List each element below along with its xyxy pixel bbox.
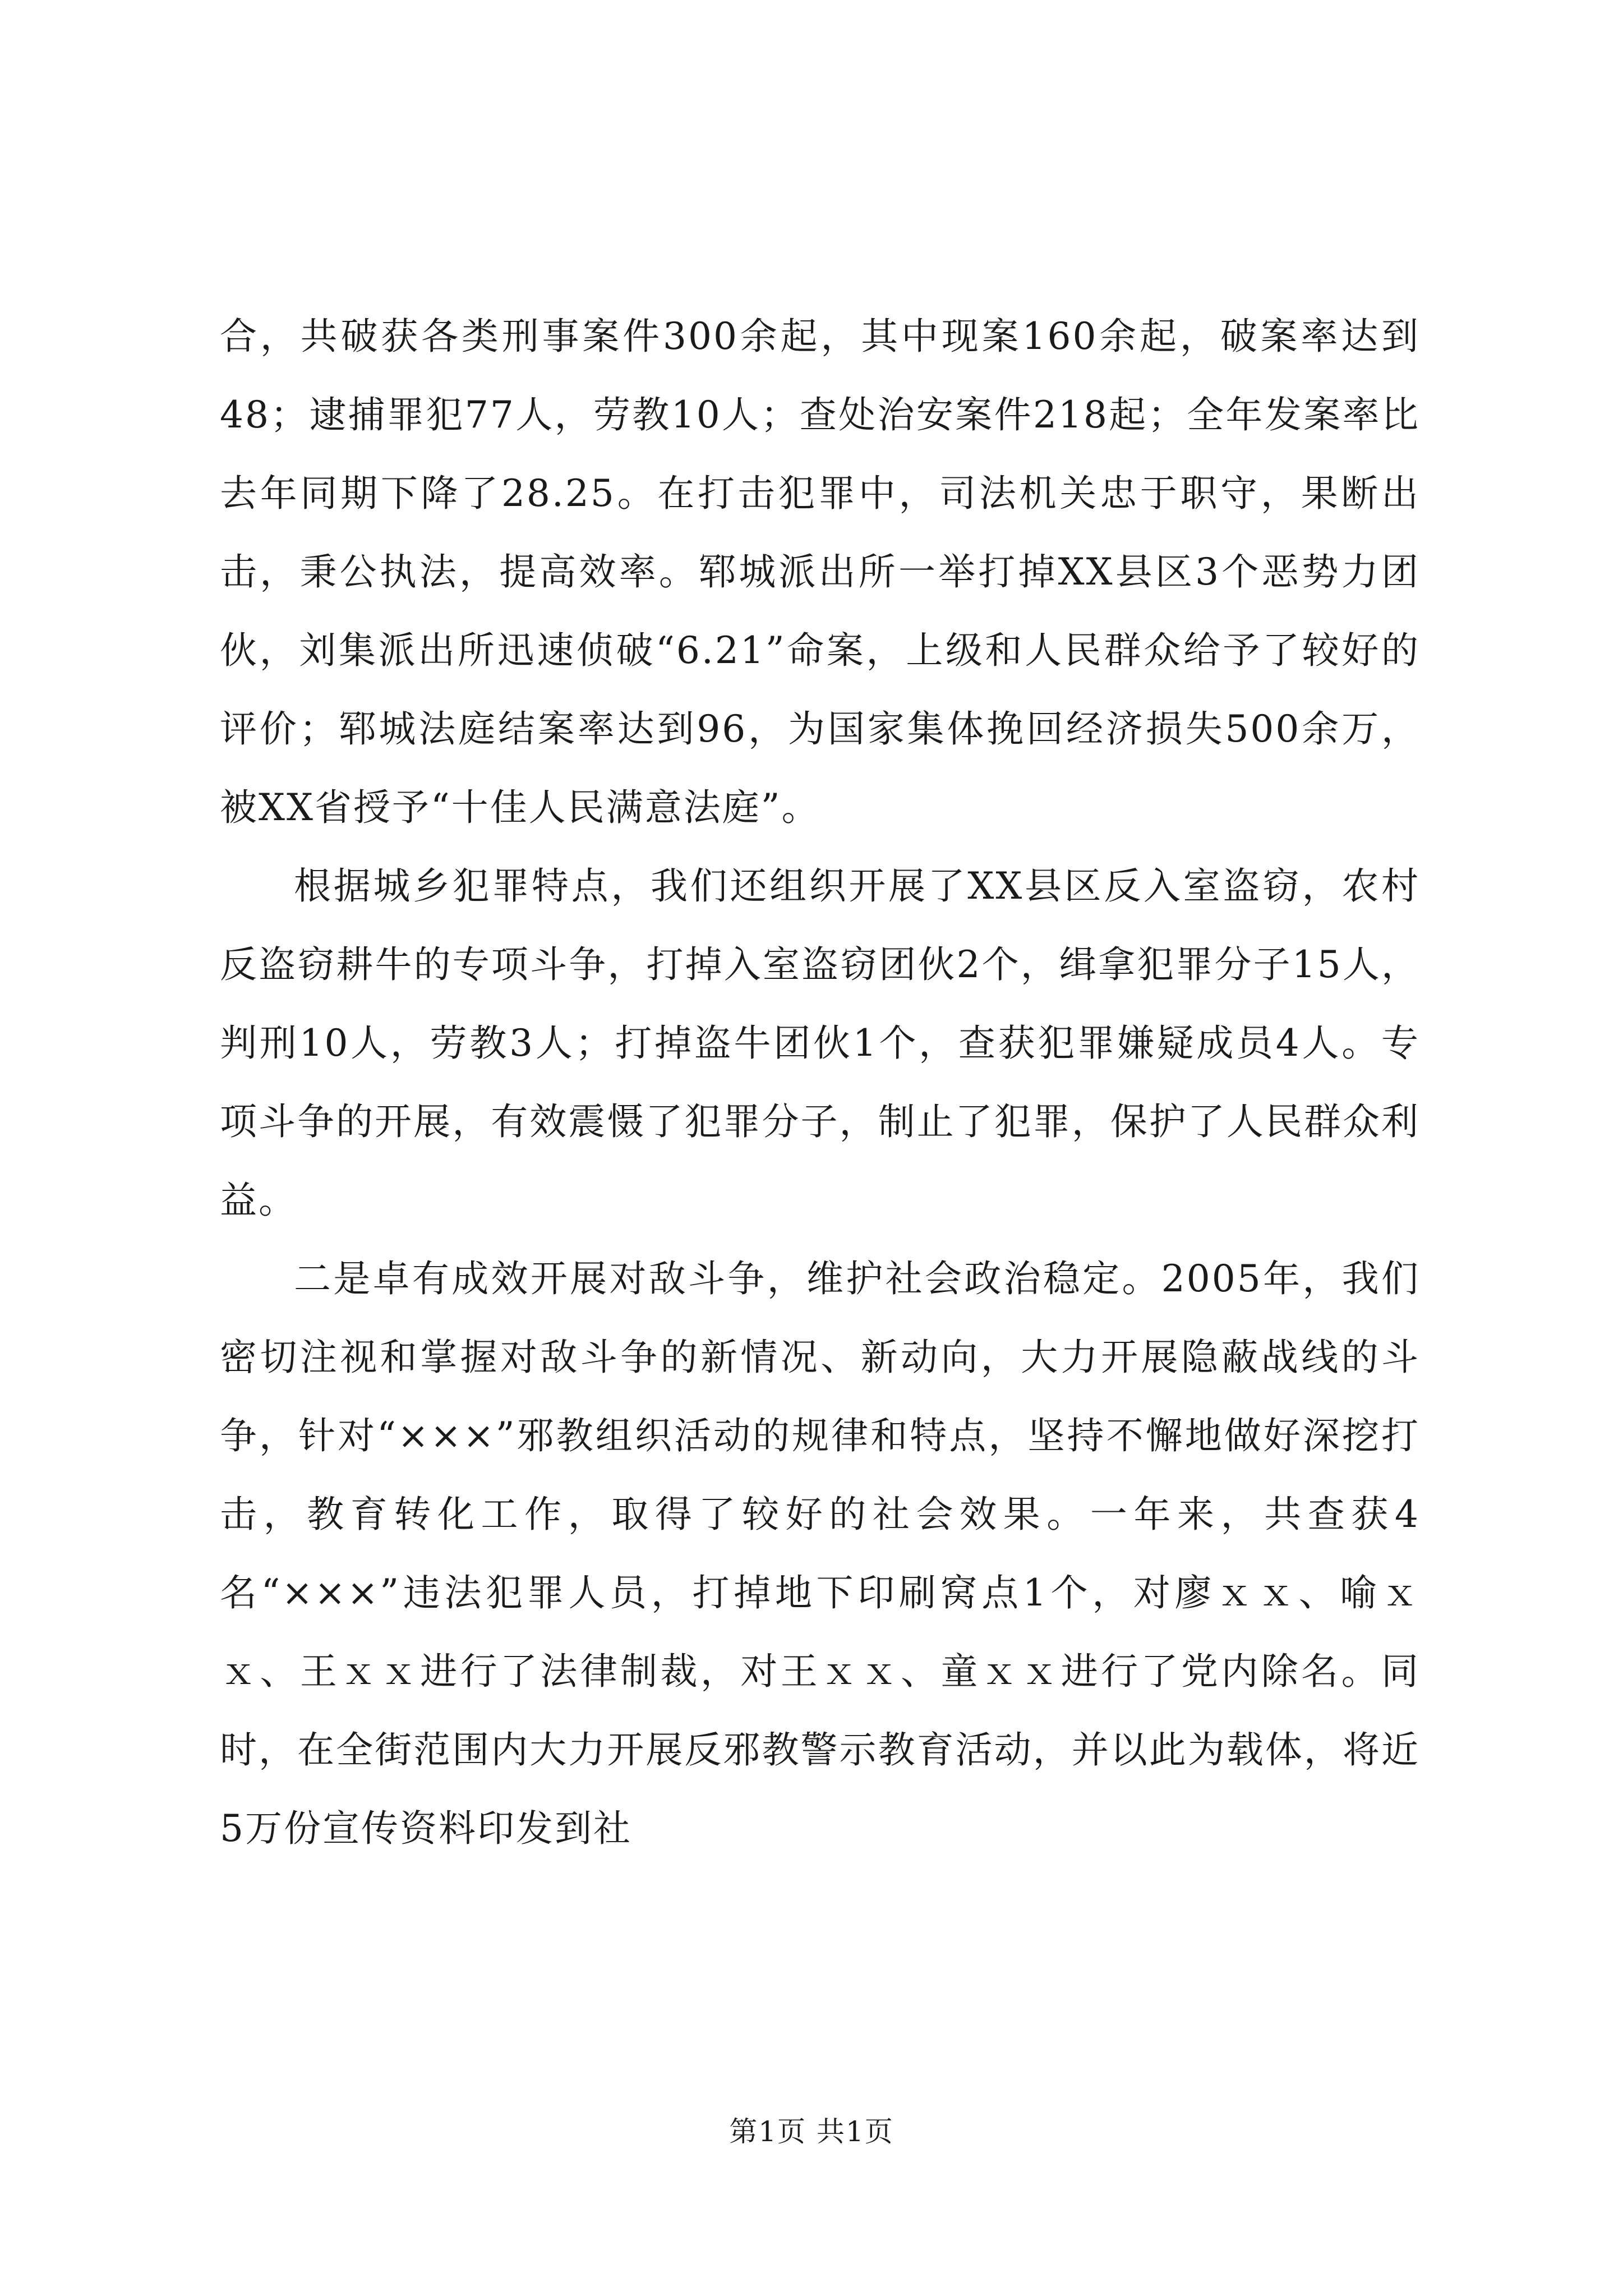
page-footer: 第1页 共1页 [729,2115,894,2148]
paragraph-case-statistics: 合，共破获各类刑事案件300余起，其中现案160余起，破案率达到48；逮捕罪犯77人，劳教10人；查处治安案件218起；全年发案率比去年同期下降了28.25。在打击犯罪中，司法机关忠于职守，果断出击，秉公执法，提高效率。郓城派出所一举打掉XX县区3个恶势力团伙，刘集派出所迅速侦破“6.21”命案，上级和人民群众给予了较好的评价；郓城法庭结案率达到96，为国家集体挽回经济损失500余万，被XX省授予“十佳人民满意法庭”。 [220,315,1420,829]
document-body [220,297,1420,1868]
paragraph-special-campaign: 根据城乡犯罪特点，我们还组织开展了XX县区反入室盗窃，农村反盗窃耕牛的专项斗争，打掉入室盗窃团伙2个，缉拿犯罪分子15人，判刑10人，劳教3人；打掉盗牛团伙1个，查获犯罪嫌疑成员4人。专项斗争的开展，有效震慑了犯罪分子，制止了犯罪，保护了人民群众利益。 [220,864,1420,1222]
paragraph-enemy-struggle: 二是卓有成效开展对敌斗争，维护社会政治稳定。2005年，我们密切注视和掌握对敌斗争的新情况、新动向，大力开展隐蔽战线的斗争，针对“×××”邪教组织活动的规律和特点，坚持不懈地做好深挖打击，教育转化工作，取得了较好的社会效果。一年来，共查获4名“×××”违法犯罪人员，打掉地下印刷窝点1个，对廖ｘｘ、喻ｘｘ、王ｘｘ进行了法律制裁，对王ｘｘ、童ｘｘ进行了党内除名。同时，在全街范围内大力开展反邪教警示教育活动，并以此为载体，将近5万份宣传资料印发到社 [220,1257,1420,1850]
